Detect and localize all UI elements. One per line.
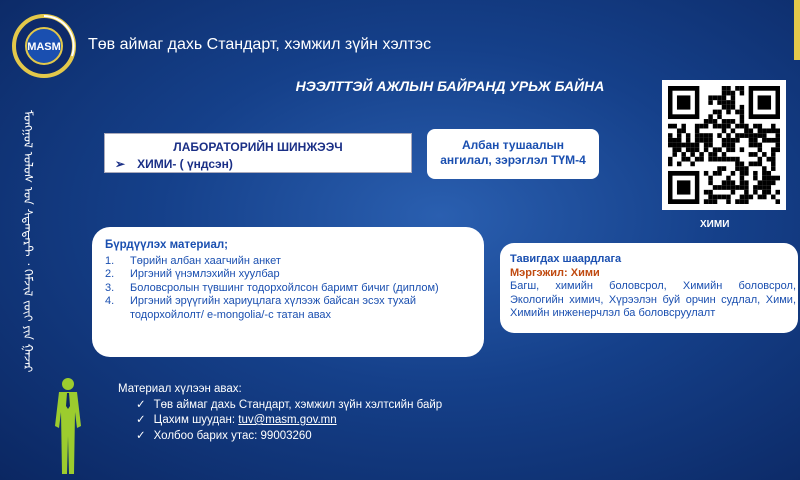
check-icon: ✓ (136, 429, 146, 442)
qr-module (699, 138, 703, 143)
qr-module (722, 128, 726, 133)
qr-module (758, 133, 762, 138)
qr-module (753, 133, 757, 138)
qr-code-image (668, 86, 780, 204)
qr-module (713, 147, 717, 152)
qr-module (776, 190, 780, 195)
qr-module (762, 152, 766, 157)
qr-module (758, 147, 762, 152)
qr-module (771, 157, 775, 162)
qr-module (744, 166, 748, 171)
qr-module (749, 138, 753, 143)
qr-module (708, 95, 712, 100)
qr-module (776, 138, 780, 143)
qr-module (753, 171, 757, 176)
qr-module (753, 152, 757, 157)
qr-module (726, 195, 730, 200)
qr-module (713, 171, 717, 176)
qr-module (776, 199, 780, 204)
qr-module (731, 95, 735, 100)
qr-module (740, 119, 744, 124)
qr-module (722, 119, 726, 124)
list-item-number: 1. (105, 254, 115, 267)
qr-module (758, 128, 762, 133)
job-title-box (104, 133, 412, 173)
qr-module (708, 152, 712, 157)
qr-module (672, 138, 676, 143)
qr-module (740, 180, 744, 185)
qr-module (695, 138, 699, 143)
qr-module (731, 171, 735, 176)
qr-module (740, 185, 744, 190)
qr-module (713, 119, 717, 124)
qr-module (704, 138, 708, 143)
contact-location-text: Төв аймаг дахь Стандарт, хэмжил зүйн хэлтсийн байр (153, 398, 443, 411)
qr-module (686, 157, 690, 162)
qr-module (708, 195, 712, 200)
arrow-bullet-icon: ➢ (115, 157, 126, 171)
qr-module (713, 152, 717, 157)
check-icon: ✓ (136, 398, 146, 411)
qr-module (681, 143, 685, 148)
contact-location (118, 398, 442, 414)
qr-module (726, 143, 730, 148)
qr-module (726, 110, 730, 115)
logo-text: MASM (27, 41, 61, 53)
qr-module (762, 166, 766, 171)
list-item (105, 282, 474, 296)
grade-line-2: ангилал, зэрэглэл ТҮМ-4 (440, 153, 586, 167)
qr-module (771, 152, 775, 157)
phone-number: 99003260 (260, 429, 312, 442)
qr-module (740, 114, 744, 119)
qr-module (726, 100, 730, 105)
qr-module (740, 105, 744, 110)
list-item (105, 255, 474, 269)
qr-module (740, 195, 744, 200)
qr-module (672, 152, 676, 157)
qr-module (668, 124, 672, 129)
qr-module (740, 147, 744, 152)
qr-module (708, 180, 712, 185)
qr-module (686, 147, 690, 152)
qr-module (776, 133, 780, 138)
qr-module (731, 138, 735, 143)
qr-module (762, 138, 766, 143)
qr-module (767, 138, 771, 143)
qr-label: ХИМИ (700, 219, 730, 230)
qr-module (731, 91, 735, 96)
qr-module (699, 133, 703, 138)
qr-module (771, 128, 775, 133)
qr-module (762, 133, 766, 138)
qr-module (699, 157, 703, 162)
qr-module (677, 180, 690, 194)
qr-module (708, 133, 712, 138)
grade-line-1: Албан тушаалын (461, 138, 565, 152)
list-item-number: 2. (105, 268, 115, 280)
qr-module (731, 105, 735, 110)
qr-module (762, 185, 766, 190)
qr-module (708, 190, 712, 195)
qr-module (717, 171, 721, 176)
qr-module (677, 128, 681, 133)
qr-module (758, 180, 762, 185)
qr-module (731, 143, 735, 148)
qr-module (744, 195, 748, 200)
page-title: НЭЭЛТТЭЙ АЖЛЫН БАЙРАНД УРЬЖ БАЙНА (295, 78, 605, 94)
qr-module (695, 133, 699, 138)
qr-module (744, 128, 748, 133)
mongolian-script-text: ᠮᠣᠩᠭᠣᠯ ᠤᠯᠤᠰ ᠤᠨ ᠰᠲᠠᠨᠳᠠᠷᠲ ᠂ ᠬᠡᠮᠵᠢᠯ ᠵᠦᠢ ᠶᠢᠨ ᠭᠠᠵᠠᠷ (21, 110, 35, 373)
qr-module (731, 157, 735, 162)
qr-module (735, 86, 739, 91)
qr-module (717, 195, 721, 200)
qr-module (771, 195, 775, 200)
qr-module (776, 128, 780, 133)
qr-module (726, 157, 730, 162)
edge-stripe (794, 0, 800, 60)
qr-module (731, 180, 735, 185)
qr-module (726, 124, 730, 129)
qr-module (717, 133, 721, 138)
qr-module (731, 147, 735, 152)
qr-module (722, 157, 726, 162)
qr-module (771, 147, 775, 152)
qr-module (767, 190, 771, 195)
qr-module (722, 138, 726, 143)
documents-title: Бүрдүүлэх материал; (105, 239, 228, 251)
qr-module (722, 185, 726, 190)
qr-module (726, 185, 730, 190)
qr-module (690, 147, 694, 152)
qr-module (771, 166, 775, 171)
qr-module (762, 176, 766, 181)
qr-module (758, 162, 762, 167)
qr-module (767, 171, 771, 176)
qr-module (722, 86, 726, 91)
qr-module (699, 152, 703, 157)
qr-module (735, 110, 739, 115)
qr-module (722, 166, 726, 171)
qr-module (758, 195, 762, 200)
qr-module (672, 147, 676, 152)
qr-module (672, 143, 676, 148)
qr-module (762, 171, 766, 176)
qr-module (722, 124, 726, 129)
contact-phone (118, 429, 442, 445)
qr-module (758, 143, 762, 148)
qr-module (771, 180, 775, 185)
qr-module (695, 147, 699, 152)
qr-module (749, 143, 753, 148)
qr-module (740, 176, 744, 181)
qr-module (726, 86, 730, 91)
qr-module (704, 143, 708, 148)
qr-module (726, 133, 730, 138)
qr-module (722, 195, 726, 200)
qr-module (713, 124, 717, 129)
qr-module (758, 157, 762, 162)
qr-module (686, 143, 690, 148)
qr-module (735, 124, 739, 129)
qr-module (740, 162, 744, 167)
qr-module (740, 86, 744, 91)
qr-module (744, 171, 748, 176)
qr-module (776, 176, 780, 181)
qr-module (717, 166, 721, 171)
qr-module (713, 157, 717, 162)
requirements-specialty: Мэргэжил: Хими (510, 266, 600, 279)
qr-module (695, 143, 699, 148)
qr-module (704, 199, 708, 204)
qr-module (726, 119, 730, 124)
qr-module (744, 133, 748, 138)
masm-logo (10, 12, 78, 80)
qr-module (722, 152, 726, 157)
qr-module (686, 133, 690, 138)
qr-module (708, 119, 712, 124)
qr-module (735, 185, 739, 190)
qr-module (767, 180, 771, 185)
grade-box (427, 129, 599, 179)
qr-module (704, 147, 708, 152)
job-subtitle-row (115, 157, 411, 171)
qr-module (735, 162, 739, 167)
qr-module (708, 176, 712, 181)
list-item (105, 295, 474, 322)
qr-module (722, 105, 726, 110)
qr-module (753, 190, 757, 195)
qr-module (771, 176, 775, 181)
qr-module (740, 199, 744, 204)
qr-module (722, 143, 726, 148)
qr-module (704, 171, 708, 176)
qr-module (722, 95, 726, 100)
qr-module (749, 152, 753, 157)
qr-module (717, 157, 721, 162)
qr-module (690, 162, 694, 167)
qr-module (713, 195, 717, 200)
qr-module (708, 143, 712, 148)
qr-module (695, 128, 699, 133)
email-label: Цахим шуудан: (153, 414, 236, 426)
qr-module (744, 185, 748, 190)
qr-module (753, 143, 757, 148)
list-item-text: Төрийн албан хаагчийн анкет (130, 254, 281, 267)
list-item (105, 268, 474, 282)
qr-module (668, 162, 672, 167)
email-link[interactable]: tuv@masm.gov.mn (238, 414, 337, 426)
qr-module (681, 128, 685, 133)
qr-module (726, 91, 730, 96)
qr-module (726, 138, 730, 143)
qr-module (704, 119, 708, 124)
header-title: Төв аймаг дахь Стандарт, хэмжил зүйн хэлтэс (88, 36, 432, 53)
qr-module (708, 138, 712, 143)
phone-label: Холбоо барих утас: (153, 429, 258, 442)
job-subtitle: ХИМИ- ( үндсэн) (137, 157, 233, 171)
qr-module (744, 199, 748, 204)
contact-title: Материал хүлээн авах: (118, 383, 242, 395)
job-title: ЛАБОРАТОРИЙН ШИНЖЭЭЧ (173, 140, 343, 154)
qr-module (677, 95, 690, 109)
qr-module (740, 166, 744, 171)
qr-module (668, 133, 672, 138)
qr-module (717, 100, 721, 105)
qr-module (681, 152, 685, 157)
qr-module (677, 147, 681, 152)
qr-module (717, 114, 721, 119)
qr-module (726, 199, 730, 204)
qr-module (717, 147, 721, 152)
qr-module (735, 138, 739, 143)
qr-module (776, 143, 780, 148)
qr-module (713, 199, 717, 204)
qr-module (762, 180, 766, 185)
qr-module (726, 105, 730, 110)
list-item-text: Иргэний үнэмлэхийн хуулбар (130, 268, 280, 280)
qr-module (731, 100, 735, 105)
qr-module (767, 176, 771, 181)
contact-email (118, 413, 442, 429)
qr-module (753, 138, 757, 143)
qr-code[interactable] (662, 80, 786, 210)
contact-section (118, 382, 442, 444)
qr-module (713, 185, 717, 190)
qr-module (704, 133, 708, 138)
qr-module (776, 147, 780, 152)
list-item-text: Боловсролын түвшинг тодорхойлсон баримт бичиг (диплом) (130, 281, 439, 294)
qr-module (735, 133, 739, 138)
requirements-box (500, 243, 798, 333)
businessman-figure-icon (50, 376, 86, 476)
qr-module (668, 143, 672, 148)
qr-module (753, 162, 757, 167)
qr-module (735, 199, 739, 204)
qr-module (767, 157, 771, 162)
qr-module (731, 128, 735, 133)
requirements-text: Багш, химийн боловсрол, Химийн боловсрол, Экологийн химич, Хүрээлэн буй орчин судлал, Хими, Химийн инженерчлэл ба боловсруулалт (510, 280, 796, 319)
qr-module (708, 157, 712, 162)
qr-module (708, 114, 712, 119)
qr-module (758, 95, 771, 109)
qr-module (717, 95, 721, 100)
qr-module (668, 157, 672, 162)
qr-module (708, 199, 712, 204)
qr-module (744, 190, 748, 195)
qr-module (753, 176, 757, 181)
qr-module (753, 185, 757, 190)
qr-module (744, 124, 748, 129)
qr-module (731, 119, 735, 124)
qr-module (771, 138, 775, 143)
requirements-title: Тавигдах шаардлага (510, 253, 622, 265)
qr-module (668, 138, 672, 143)
qr-module (699, 124, 703, 129)
qr-module (726, 176, 730, 181)
qr-module (722, 100, 726, 105)
qr-module (726, 147, 730, 152)
qr-module (740, 110, 744, 115)
list-item-number: 4. (105, 295, 115, 307)
qr-module (677, 138, 681, 143)
qr-module (744, 180, 748, 185)
qr-module (722, 91, 726, 96)
qr-module (740, 171, 744, 176)
qr-module (672, 124, 676, 129)
qr-module (690, 143, 694, 148)
qr-module (762, 195, 766, 200)
qr-module (695, 157, 699, 162)
qr-module (677, 133, 681, 138)
qr-module (677, 143, 681, 148)
qr-module (695, 124, 699, 129)
qr-module (762, 128, 766, 133)
qr-module (713, 110, 717, 115)
qr-module (740, 133, 744, 138)
qr-module (704, 190, 708, 195)
qr-module (726, 180, 730, 185)
qr-module (771, 162, 775, 167)
qr-module (767, 128, 771, 133)
documents-box (92, 227, 484, 357)
list-item-text: Иргэний эрүүгийн хариуцлага хүлээж байсан эсэх тухай тодорхойлолт/ e-mongolia/-с татан авах (130, 295, 416, 321)
qr-module (740, 124, 744, 129)
qr-module (749, 133, 753, 138)
qr-module (767, 185, 771, 190)
list-item-number: 3. (105, 281, 115, 294)
qr-module (717, 124, 721, 129)
qr-module (749, 195, 753, 200)
qr-module (681, 124, 685, 129)
qr-module (686, 138, 690, 143)
qr-module (758, 124, 762, 129)
check-icon: ✓ (136, 414, 146, 426)
qr-module (762, 190, 766, 195)
qr-module (717, 110, 721, 115)
qr-module (735, 157, 739, 162)
qr-module (731, 190, 735, 195)
qr-module (749, 128, 753, 133)
qr-module (735, 166, 739, 171)
qr-module (690, 152, 694, 157)
qr-module (753, 124, 757, 129)
qr-module (749, 162, 753, 167)
qr-module (740, 91, 744, 96)
qr-module (722, 180, 726, 185)
qr-module (704, 124, 708, 129)
qr-module (731, 185, 735, 190)
qr-module (771, 124, 775, 129)
qr-module (677, 162, 681, 167)
qr-module (708, 100, 712, 105)
qr-module (713, 95, 717, 100)
qr-module (758, 185, 762, 190)
qr-module (717, 185, 721, 190)
qr-module (681, 157, 685, 162)
